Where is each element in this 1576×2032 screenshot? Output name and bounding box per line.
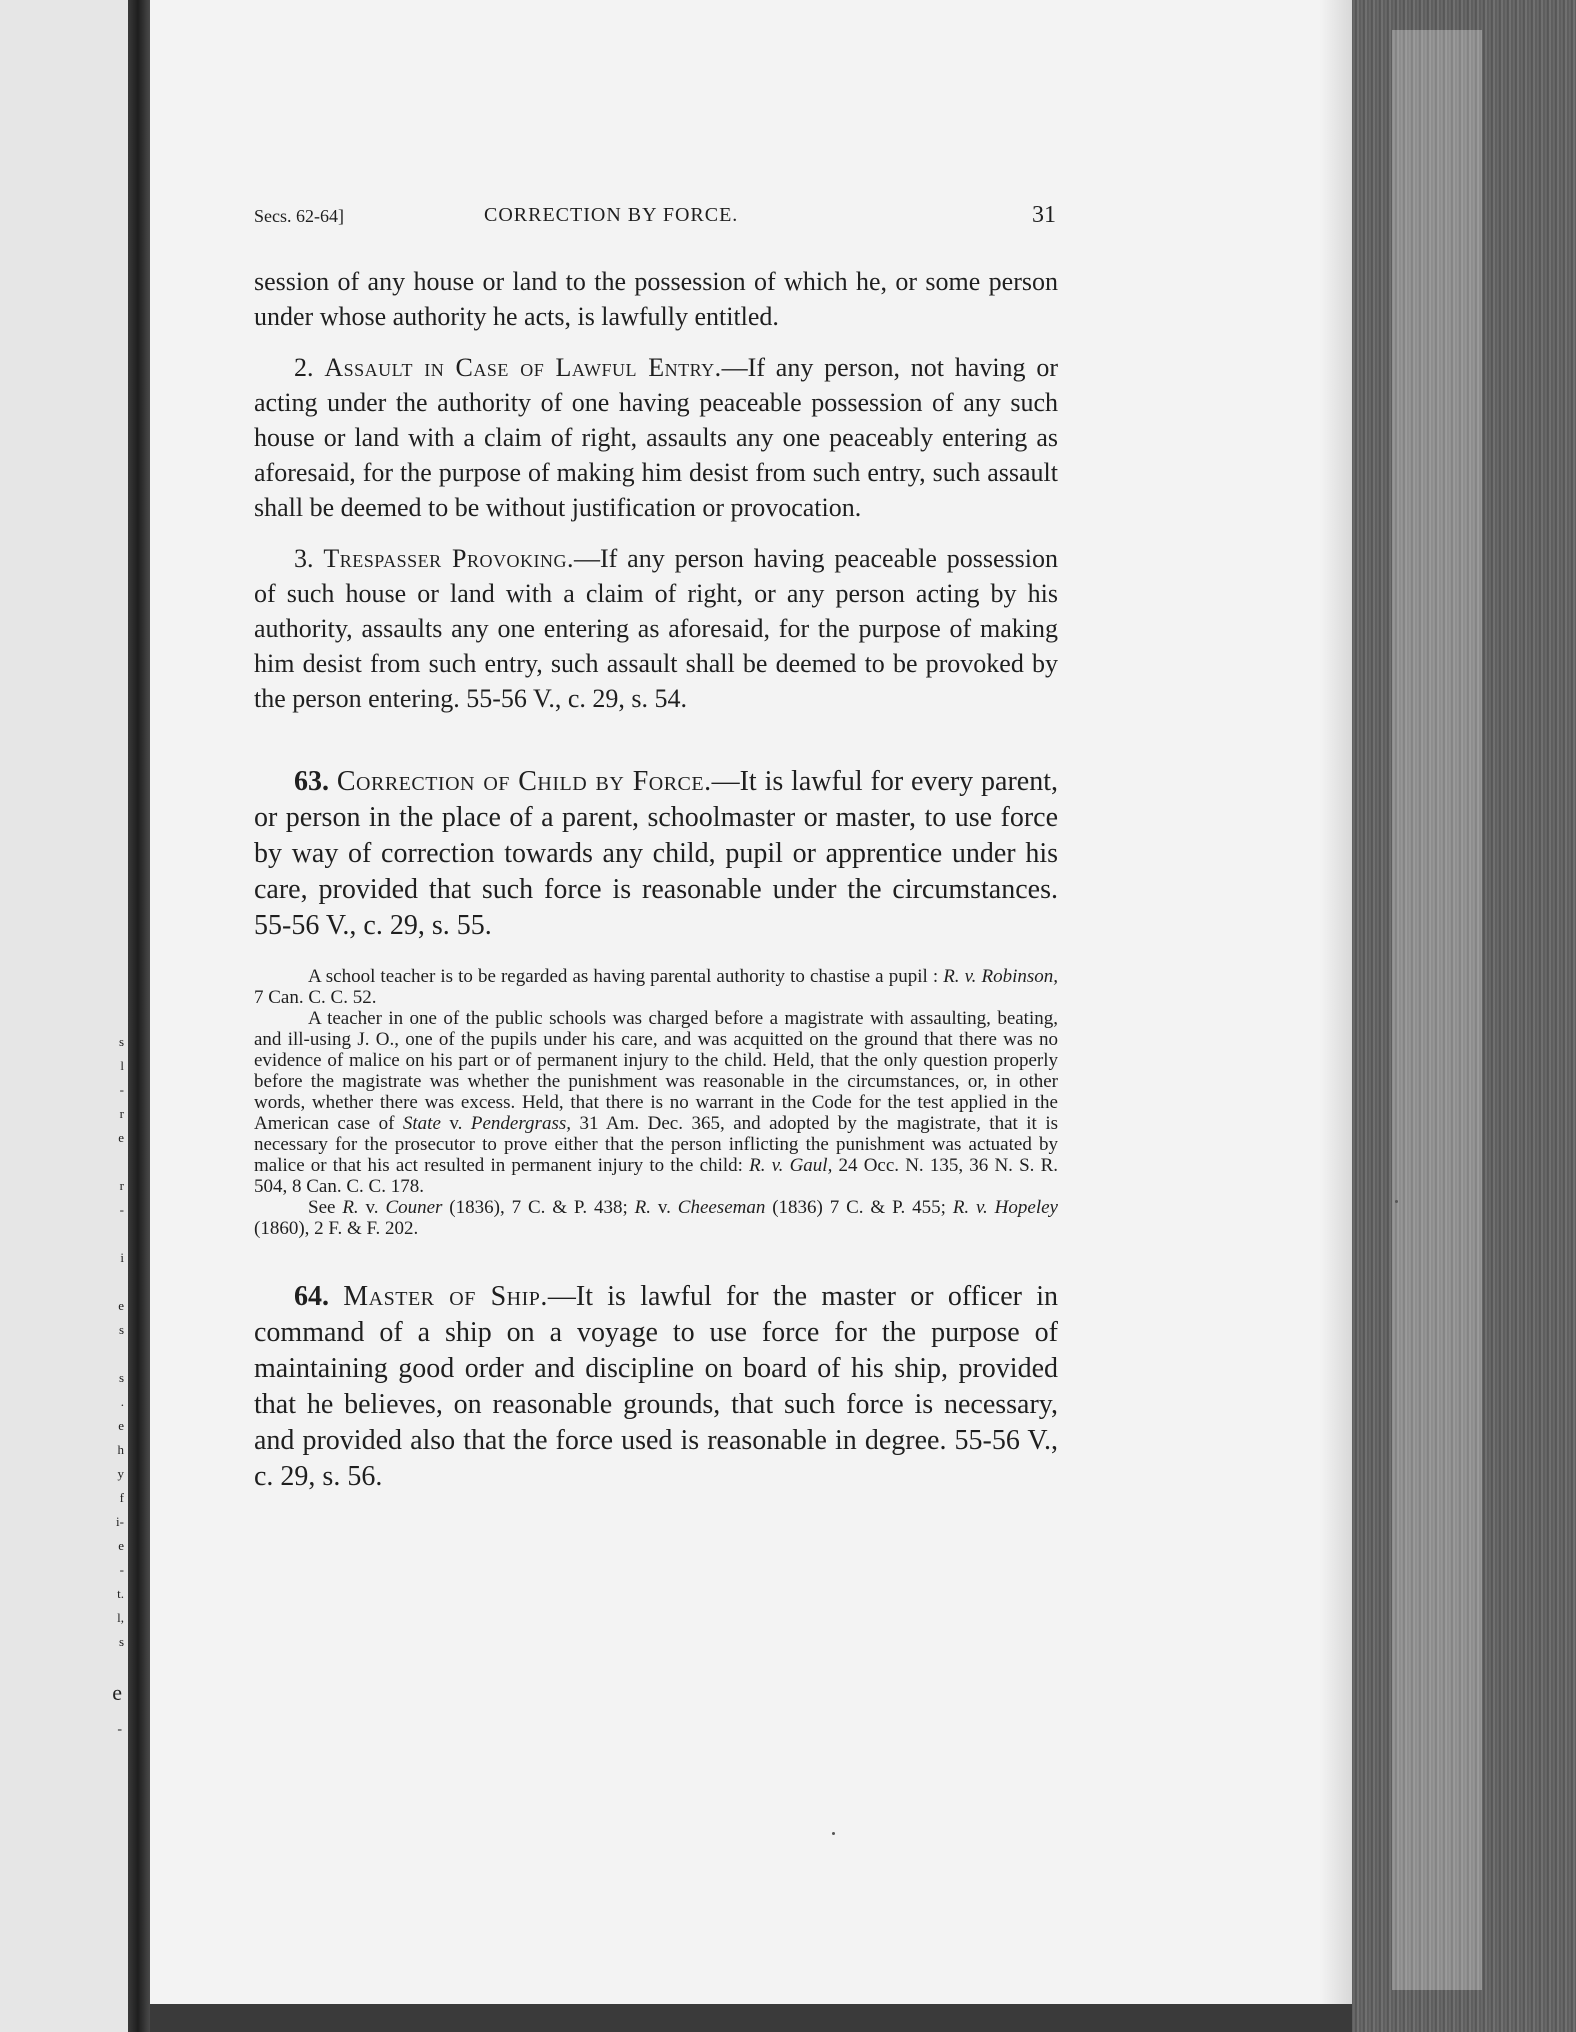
case-name: R.	[634, 1197, 651, 1218]
left-page-edge-letter	[104, 1270, 124, 1294]
section-heading: Correction of Child by Force.	[336, 766, 712, 797]
annotation-text: (1836) 7 C. & P. 455;	[765, 1197, 953, 1218]
case-name: State	[402, 1113, 441, 1134]
speck	[1395, 1200, 1398, 1203]
bottom-strip	[150, 2004, 1352, 2032]
left-page-edge-letter	[104, 1342, 124, 1366]
annotation-text: See	[308, 1197, 343, 1218]
annotation-text: (1836), 7 C. & P. 438;	[442, 1197, 635, 1218]
left-page-edge-letter: -	[117, 1722, 122, 1737]
annotation-text: v.	[358, 1197, 386, 1218]
left-page-edge-letter: i	[120, 1250, 124, 1265]
running-head-sections: Secs. 62-64]	[254, 206, 344, 226]
annotation	[254, 1008, 1058, 1197]
subsection-number: 3.	[294, 544, 314, 573]
annotation-text: v.	[440, 1113, 471, 1134]
section-63	[254, 764, 1058, 1239]
paragraph-continuation: session of any house or land to the possession of which he, or some person under whose authority he acts, is lawfully entitled.	[254, 267, 1058, 331]
section-text: —It is lawful for every parent, or person in the place of a parent, schoolmaster or master, to use force by way of correction towards any child, pupil or apprentice under his care, provided that such force is reasonable under the circumstances. 55-56 V., c. 29, s. 55.	[254, 766, 1058, 941]
section-number: 64.	[294, 1281, 329, 1312]
left-page-edge-letter	[104, 1222, 124, 1246]
case-name: R. v. Gaul,	[749, 1155, 833, 1176]
left-page-edge-letter: t.	[117, 1586, 124, 1601]
section-heading: Master of Ship.	[343, 1281, 548, 1312]
left-page-edge-letter: -	[119, 1202, 124, 1217]
case-name: Couner	[385, 1197, 443, 1218]
subsection-heading: Assault in Case of Lawful Entry.	[324, 353, 722, 382]
section-64	[254, 1279, 1058, 1495]
left-page-edge-letter: h	[117, 1442, 124, 1457]
section-63-body	[254, 764, 1058, 944]
left-page-edge-letter: s	[118, 1034, 124, 1049]
case-name: R. v. Robinson,	[943, 966, 1058, 987]
annotations	[254, 966, 1058, 1239]
left-page-edge-letter: e	[118, 1538, 124, 1553]
left-page-edge-letter: e	[118, 1298, 124, 1313]
book-gutter	[128, 0, 150, 2032]
annotation	[254, 966, 1058, 1008]
left-page-edge-letter: r	[119, 1178, 124, 1193]
case-name: Cheeseman	[677, 1197, 766, 1218]
annotation-text: 24 Occ. N. 135, 36 N. S. R. 504, 8 Can. C. C. 178.	[254, 1155, 1058, 1197]
running-head-title: CORRECTION BY FORCE.	[484, 204, 739, 226]
subsection-text: —If any person having peaceable possession of such house or land with a claim of right, or any person acting by his authority, assaults any one entering as aforesaid, for the purpose of making him desist from such entry, such assault shall be deemed to be provoked by the person entering. 55-56 V., c. 29, s. 54.	[254, 544, 1058, 713]
annotation-text: 7 Can. C. C. 52.	[254, 987, 377, 1008]
running-head	[254, 200, 1058, 234]
left-page-edge-letter: e	[118, 1130, 124, 1145]
left-page-edge-text	[104, 1030, 124, 1654]
annotation-text: A school teacher is to be regarded as having parental authority to chastise a pupil :	[308, 966, 944, 987]
left-page-edge-letter: .	[120, 1394, 124, 1409]
subsection-2	[254, 350, 1058, 525]
left-page-edge-letter: -	[119, 1562, 124, 1577]
annotation	[254, 1197, 1058, 1239]
annotation-text: A teacher in one of the public schools was charged before a magistrate with assaulting, beating, and ill-using J. O., one of the pupils under his care, and was acquitted on the ground that there was no evidence of malice on his part or of permanent injury to the child. Held, that the only question properly before the magistrate was whether the punishment was reasonable in the circumstances, or, in other words, whether there was excess. Held, that there is no warrant in the Code for the test applied in the American case of	[254, 1008, 1058, 1134]
subsection-text: —If any person, not having or acting under the authority of one having peaceable possession of any such house or land with a claim of right, assaults any one peaceably entering as aforesaid, for the purpose of making him desist from such entry, such assault shall be deemed to be without justification or provocation.	[254, 353, 1059, 522]
page-shadow	[1320, 0, 1352, 2004]
left-page-edge-letter	[104, 1150, 124, 1174]
annotation-text: v.	[651, 1197, 678, 1218]
section-64-body	[254, 1279, 1058, 1495]
annotation-text: 31 Am. Dec. 365, and adopted by the magistrate, that it is necessary for the prosecutor to prove either that the person inflicting the punishment was actuated by malice or that his act resulted in permanent injury to the child:	[254, 1113, 1058, 1176]
case-name: Pendergrass,	[470, 1113, 571, 1134]
section-text: —It is lawful for the master or officer in command of a ship on a voyage to use force for the purpose of maintaining good order and discipline on board of his ship, provided that he believes, on reasonable grounds, that such force is necessary, and provided also that the force used is reasonable in degree. 55-56 V., c. 29, s. 56.	[254, 1281, 1058, 1492]
left-page-edge-letter: e	[112, 1680, 122, 1705]
left-page-edge-letter: l	[120, 1058, 124, 1073]
left-page-edge-letter: s	[118, 1634, 124, 1649]
page-content	[254, 200, 1058, 1495]
subsection-heading: Trespasser Provoking.	[323, 544, 574, 573]
case-name: R.	[342, 1197, 359, 1218]
left-page-edge	[0, 0, 128, 2032]
left-page-edge-letter: r	[119, 1106, 124, 1121]
annotation-text: (1860), 2 F. & F. 202.	[254, 1218, 419, 1239]
section-number: 63.	[294, 766, 329, 797]
left-page-edge-letter: s	[118, 1322, 124, 1337]
book-page-edges	[1352, 0, 1576, 2032]
speck	[832, 1832, 835, 1835]
left-page-edge-letter: s	[118, 1370, 124, 1385]
left-page-edge-letter: f	[119, 1490, 124, 1505]
left-page-edge-letter: y	[117, 1466, 124, 1481]
case-name: R. v. Hopeley	[952, 1197, 1058, 1218]
page-number: 31	[1032, 202, 1056, 228]
left-page-edge-letter: -	[119, 1082, 124, 1097]
left-page-edge-letter: l,	[117, 1610, 124, 1625]
subsection-3	[254, 541, 1058, 716]
subsection-number: 2.	[294, 353, 314, 382]
left-page-edge-letter: i-	[116, 1514, 124, 1529]
left-page-edge-letter: e	[118, 1418, 124, 1433]
